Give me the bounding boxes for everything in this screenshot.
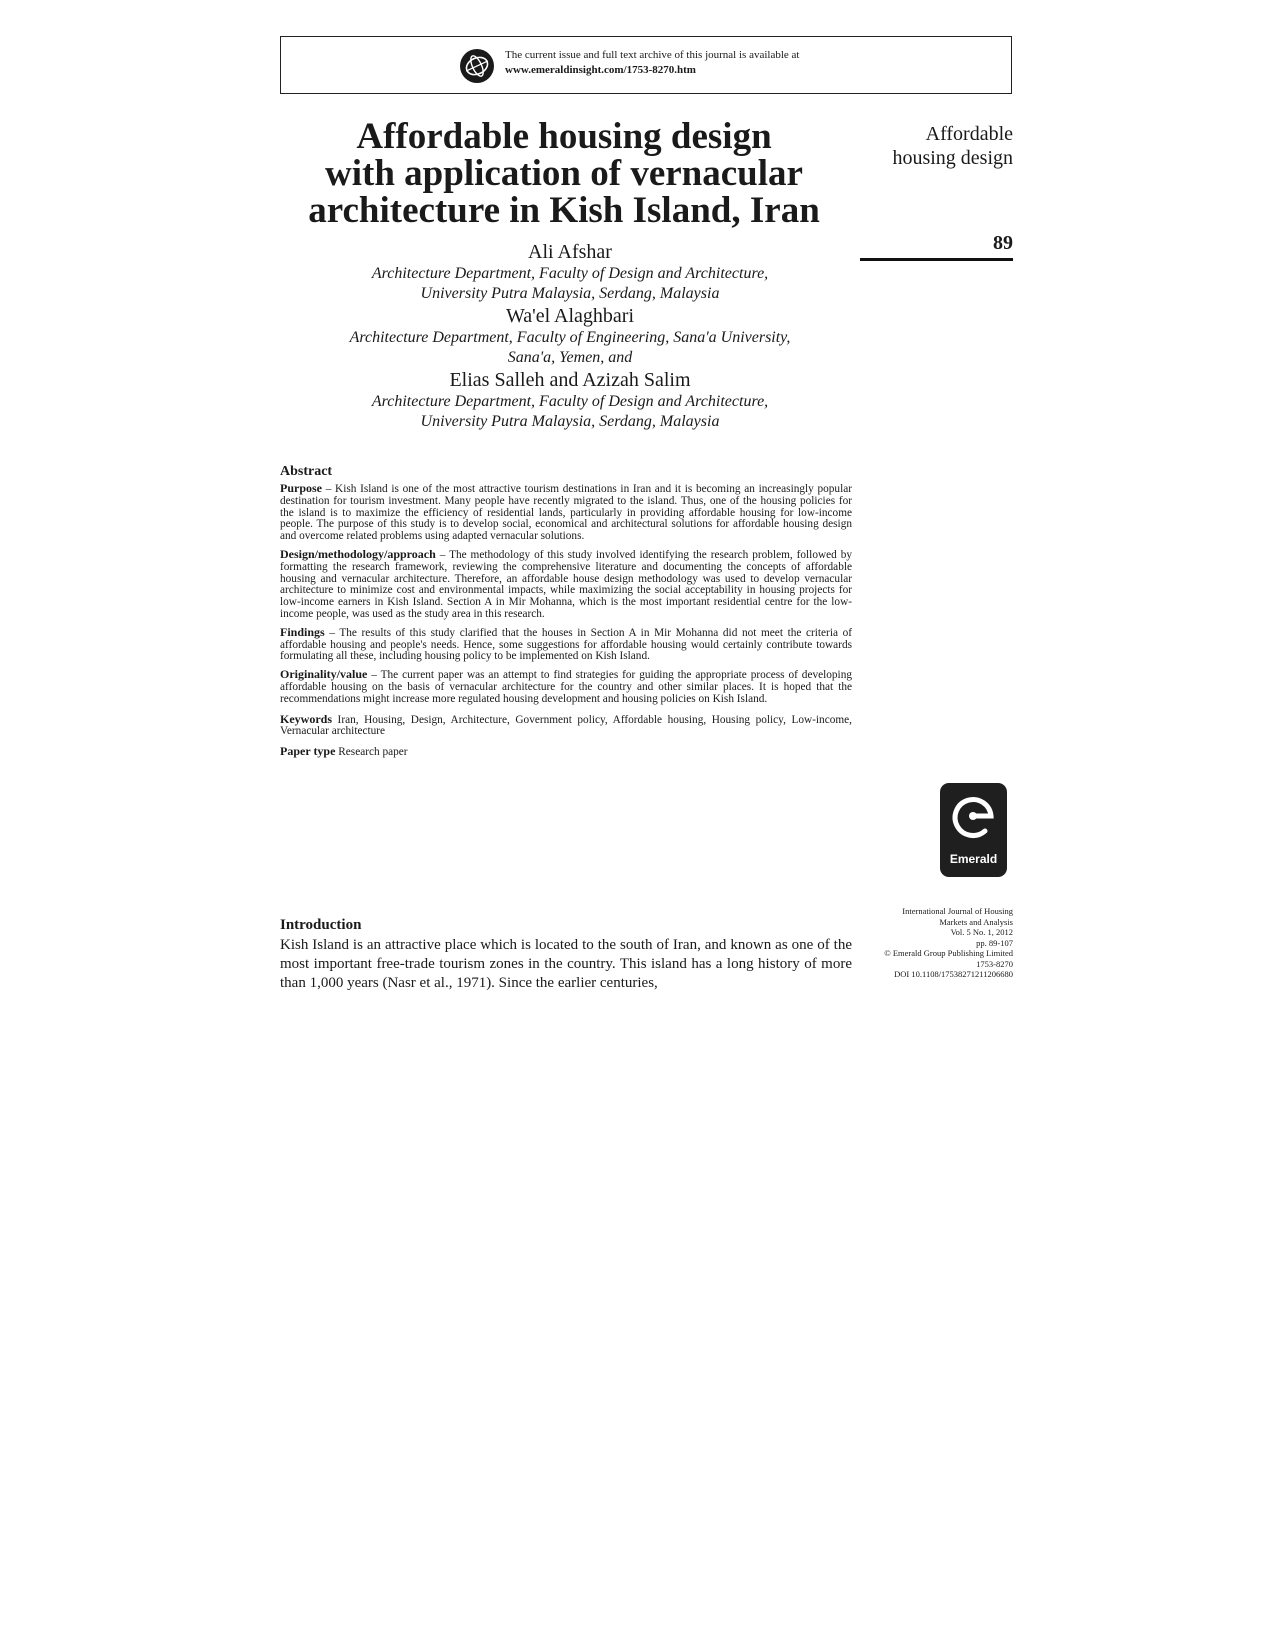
banner-line: The current issue and full text archive of this journal is available at (505, 49, 800, 61)
keywords (280, 711, 852, 739)
findings-text: – The results of this study clarified that the houses in Section A in Mir Mohanna did not meet the criteria of affordable housing and people's needs. Hence, some suggestions for affordable housing would certainly contribute towards formulating all these, including housing policy to be implemented on Kish Island. (280, 626, 852, 663)
journal-info-line: © Emerald Group Publishing Limited (884, 948, 1013, 958)
abstract-heading: Abstract (280, 464, 333, 479)
emerald-logo (940, 783, 1007, 877)
journal-info (860, 906, 1013, 980)
affiliation-line: Architecture Department, Faculty of Engineering, Sana'a University, (349, 329, 791, 346)
paper-type (280, 746, 852, 759)
keywords-text: Iran, Housing, Design, Architecture, Government policy, Affordable housing, Housing policy, Low-income, Vernacular architecture (280, 713, 852, 738)
journal-info-line: International Journal of Housing (902, 906, 1013, 916)
emerald-swirl-icon (940, 783, 1007, 853)
emerald-logo-word: Emerald (949, 852, 998, 866)
originality-text: – The current paper was an attempt to find strategies for guiding the appropriate process of developing affordable housing on the basis of vernacular architecture for the country and other similar places. It is hoped that the recommendations might increase more regulated housing development and housing policies on Kish Island. (280, 669, 852, 705)
journal-info-line: Vol. 5 No. 1, 2012 (950, 927, 1013, 937)
abstract-originality (280, 669, 852, 705)
page-number: 89 (993, 232, 1013, 254)
journal-info-line: DOI 10.1108/17538271211206680 (894, 969, 1013, 979)
journal-info-line: pp. 89-107 (976, 937, 1013, 948)
design-label: Design/methodology/approach (280, 546, 436, 561)
author-name: Ali Afshar (528, 241, 612, 263)
findings-label: Findings (280, 624, 325, 639)
introduction-section (280, 916, 852, 993)
abstract-design (280, 546, 852, 621)
abstract-purpose (280, 483, 852, 543)
title-line-2: with application of vernacular (325, 153, 803, 194)
author-affiliation (290, 392, 850, 432)
author-affiliation (290, 328, 850, 368)
author-block (290, 240, 850, 432)
title-line-1: Affordable housing design (356, 116, 772, 157)
journal-availability-banner (280, 36, 1012, 94)
purpose-text: – Kish Island is one of the most attractive tourism destinations in Iran and it is becoming an increasingly popular destination for tourism investment. Many people have recently migrated to the island. Thus, one of the housing policies for the island is to maximize the efficiency of residential lands, particularly in providing affordable housing for low-income people. The purpose of this study is to develop social, economical and architectural solutions for affordable housing design and overcome related problems using adapted vernacular solutions. (280, 483, 852, 543)
author-affiliation (290, 264, 850, 304)
journal-url-link[interactable]: www.emeraldinsight.com/1753-8270.htm (505, 64, 696, 76)
keywords-label: Keywords (280, 711, 332, 726)
author-name: Wa'el Alaghbari (505, 305, 635, 327)
affiliation-line: Sana'a, Yemen, and (507, 349, 633, 366)
journal-info-line: Markets and Analysis (939, 916, 1013, 927)
title-line-3: architecture in Kish Island, Iran (308, 190, 820, 231)
design-text: – The methodology of this study involved identifying the research problem, followed by formatting the research framework, reviewing the comprehensive literature and documenting the concepts of affordable housing and vernacular architecture. Therefore, an affordable house design methodology was used to develop vernacular architecture to minimize cost and environmental impacts, while maximizing the social acceptability in housing projects for low-income earners in Kish Island. Section A in Mir Mohanna, which is the most important residential centre for the low-income people, was used as the study area in this research. (280, 548, 852, 620)
running-head (855, 122, 1013, 170)
purpose-label: Purpose (280, 481, 322, 495)
abstract-findings (280, 624, 852, 663)
affiliation-line: Architecture Department, Faculty of Design and Architecture, (371, 265, 769, 282)
abstract-section (280, 464, 852, 765)
running-head-line-2: housing design (892, 147, 1013, 169)
author-name: Elias Salleh and Azizah Salim (449, 369, 691, 391)
banner-text (505, 48, 799, 78)
affiliation-line: University Putra Malaysia, Serdang, Malaysia (420, 413, 720, 430)
article-title (284, 118, 844, 229)
introduction-text: Kish Island is an attractive place which is located to the south of Iran, and known as one of the most important free-trade tourism zones in the country. This island has a long history of more than 1,000 years (Nasr et al., 1971). Since the earlier centuries, (280, 937, 852, 991)
globe-icon (459, 48, 495, 84)
paper-type-label: Paper type (280, 744, 336, 759)
affiliation-line: University Putra Malaysia, Serdang, Malaysia (420, 285, 720, 302)
running-head-line-1: Affordable (925, 123, 1013, 145)
paper-type-text: Research paper (335, 746, 408, 759)
journal-info-line: 1753-8270 (976, 958, 1013, 969)
introduction-heading: Introduction (280, 917, 362, 933)
affiliation-line: Architecture Department, Faculty of Design and Architecture, (371, 393, 769, 410)
originality-label: Originality/value (280, 667, 368, 682)
margin-rule (860, 258, 1013, 261)
